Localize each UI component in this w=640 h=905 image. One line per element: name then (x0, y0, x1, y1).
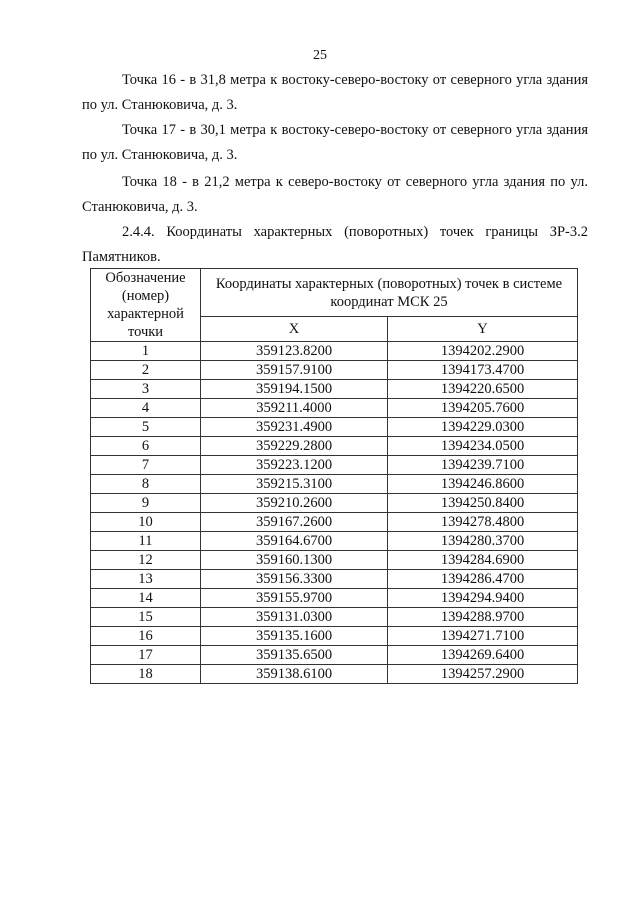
cell-point-number: 18 (91, 665, 201, 684)
cell-y: 1394280.3700 (388, 532, 578, 551)
cell-x: 359215.3100 (201, 475, 388, 494)
cell-y: 1394288.9700 (388, 608, 578, 627)
cell-y: 1394250.8400 (388, 494, 578, 513)
cell-x: 359231.4900 (201, 418, 388, 437)
cell-point-number: 4 (91, 399, 201, 418)
cell-x: 359194.1500 (201, 380, 388, 399)
table-row (91, 380, 578, 399)
table-row (91, 589, 578, 608)
table-row (91, 570, 578, 589)
cell-x: 359156.3300 (201, 570, 388, 589)
cell-point-number: 16 (91, 627, 201, 646)
cell-y: 1394269.6400 (388, 646, 578, 665)
cell-point-number: 11 (91, 532, 201, 551)
table-row (91, 608, 578, 627)
cell-x: 359211.4000 (201, 399, 388, 418)
cell-y: 1394286.4700 (388, 570, 578, 589)
cell-x: 359210.2600 (201, 494, 388, 513)
cell-x: 359131.0300 (201, 608, 388, 627)
cell-point-number: 2 (91, 361, 201, 380)
cell-y: 1394294.9400 (388, 589, 578, 608)
cell-x: 359135.6500 (201, 646, 388, 665)
section-heading-coordinates: 2.4.4. Координаты характерных (поворотных) точек границы ЗР-3.2 Памятников. (82, 224, 588, 265)
table-row (91, 437, 578, 456)
cell-y: 1394205.7600 (388, 399, 578, 418)
cell-point-number: 3 (91, 380, 201, 399)
paragraph-point-18: Точка 18 - в 21,2 метра к северо-востоку от северного угла здания по ул. Станюковича, д. 3. (82, 174, 588, 215)
header-coordinates: Координаты характерных (поворотных) точек в системе координат МСК 25 (201, 269, 578, 317)
table-body (91, 342, 578, 684)
cell-point-number: 17 (91, 646, 201, 665)
cell-y: 1394257.2900 (388, 665, 578, 684)
cell-point-number: 8 (91, 475, 201, 494)
table-row (91, 494, 578, 513)
cell-y: 1394220.6500 (388, 380, 578, 399)
table-row (91, 627, 578, 646)
cell-point-number: 7 (91, 456, 201, 475)
cell-y: 1394271.7100 (388, 627, 578, 646)
cell-y: 1394173.4700 (388, 361, 578, 380)
table-row (91, 475, 578, 494)
paragraph-point-17: Точка 17 - в 30,1 метра к востоку-северо-востоку от северного угла здания по ул. Станюковича, д. 3. (82, 122, 588, 163)
cell-point-number: 1 (91, 342, 201, 361)
cell-point-number: 12 (91, 551, 201, 570)
cell-x: 359157.9100 (201, 361, 388, 380)
cell-point-number: 14 (91, 589, 201, 608)
cell-x: 359138.6100 (201, 665, 388, 684)
cell-y: 1394229.0300 (388, 418, 578, 437)
table-row (91, 665, 578, 684)
table-row (91, 399, 578, 418)
table-row (91, 513, 578, 532)
cell-x: 359229.2800 (201, 437, 388, 456)
table-row (91, 532, 578, 551)
cell-x: 359135.1600 (201, 627, 388, 646)
cell-x: 359223.1200 (201, 456, 388, 475)
table-header (91, 269, 578, 342)
cell-point-number: 9 (91, 494, 201, 513)
coordinates-table (90, 268, 578, 684)
cell-point-number: 6 (91, 437, 201, 456)
header-y: Y (388, 317, 578, 342)
cell-y: 1394284.6900 (388, 551, 578, 570)
header-x: X (201, 317, 388, 342)
cell-x: 359167.2600 (201, 513, 388, 532)
cell-point-number: 13 (91, 570, 201, 589)
table-row (91, 646, 578, 665)
table-row (91, 361, 578, 380)
table-row (91, 551, 578, 570)
cell-y: 1394202.2900 (388, 342, 578, 361)
cell-x: 359164.6700 (201, 532, 388, 551)
cell-y: 1394278.4800 (388, 513, 578, 532)
cell-y: 1394234.0500 (388, 437, 578, 456)
cell-y: 1394239.7100 (388, 456, 578, 475)
header-point-designation: Обозначение (номер) характерной точки (91, 269, 201, 342)
cell-x: 359155.9700 (201, 589, 388, 608)
table-row (91, 418, 578, 437)
table-row (91, 456, 578, 475)
cell-point-number: 10 (91, 513, 201, 532)
cell-x: 359160.1300 (201, 551, 388, 570)
page-number: 25 (313, 48, 327, 63)
cell-x: 359123.8200 (201, 342, 388, 361)
table-row (91, 342, 578, 361)
cell-point-number: 15 (91, 608, 201, 627)
paragraph-point-16: Точка 16 - в 31,8 метра к востоку-северо-востоку от северного угла здания по ул. Станюковича, д. 3. (82, 72, 588, 113)
cell-y: 1394246.8600 (388, 475, 578, 494)
cell-point-number: 5 (91, 418, 201, 437)
